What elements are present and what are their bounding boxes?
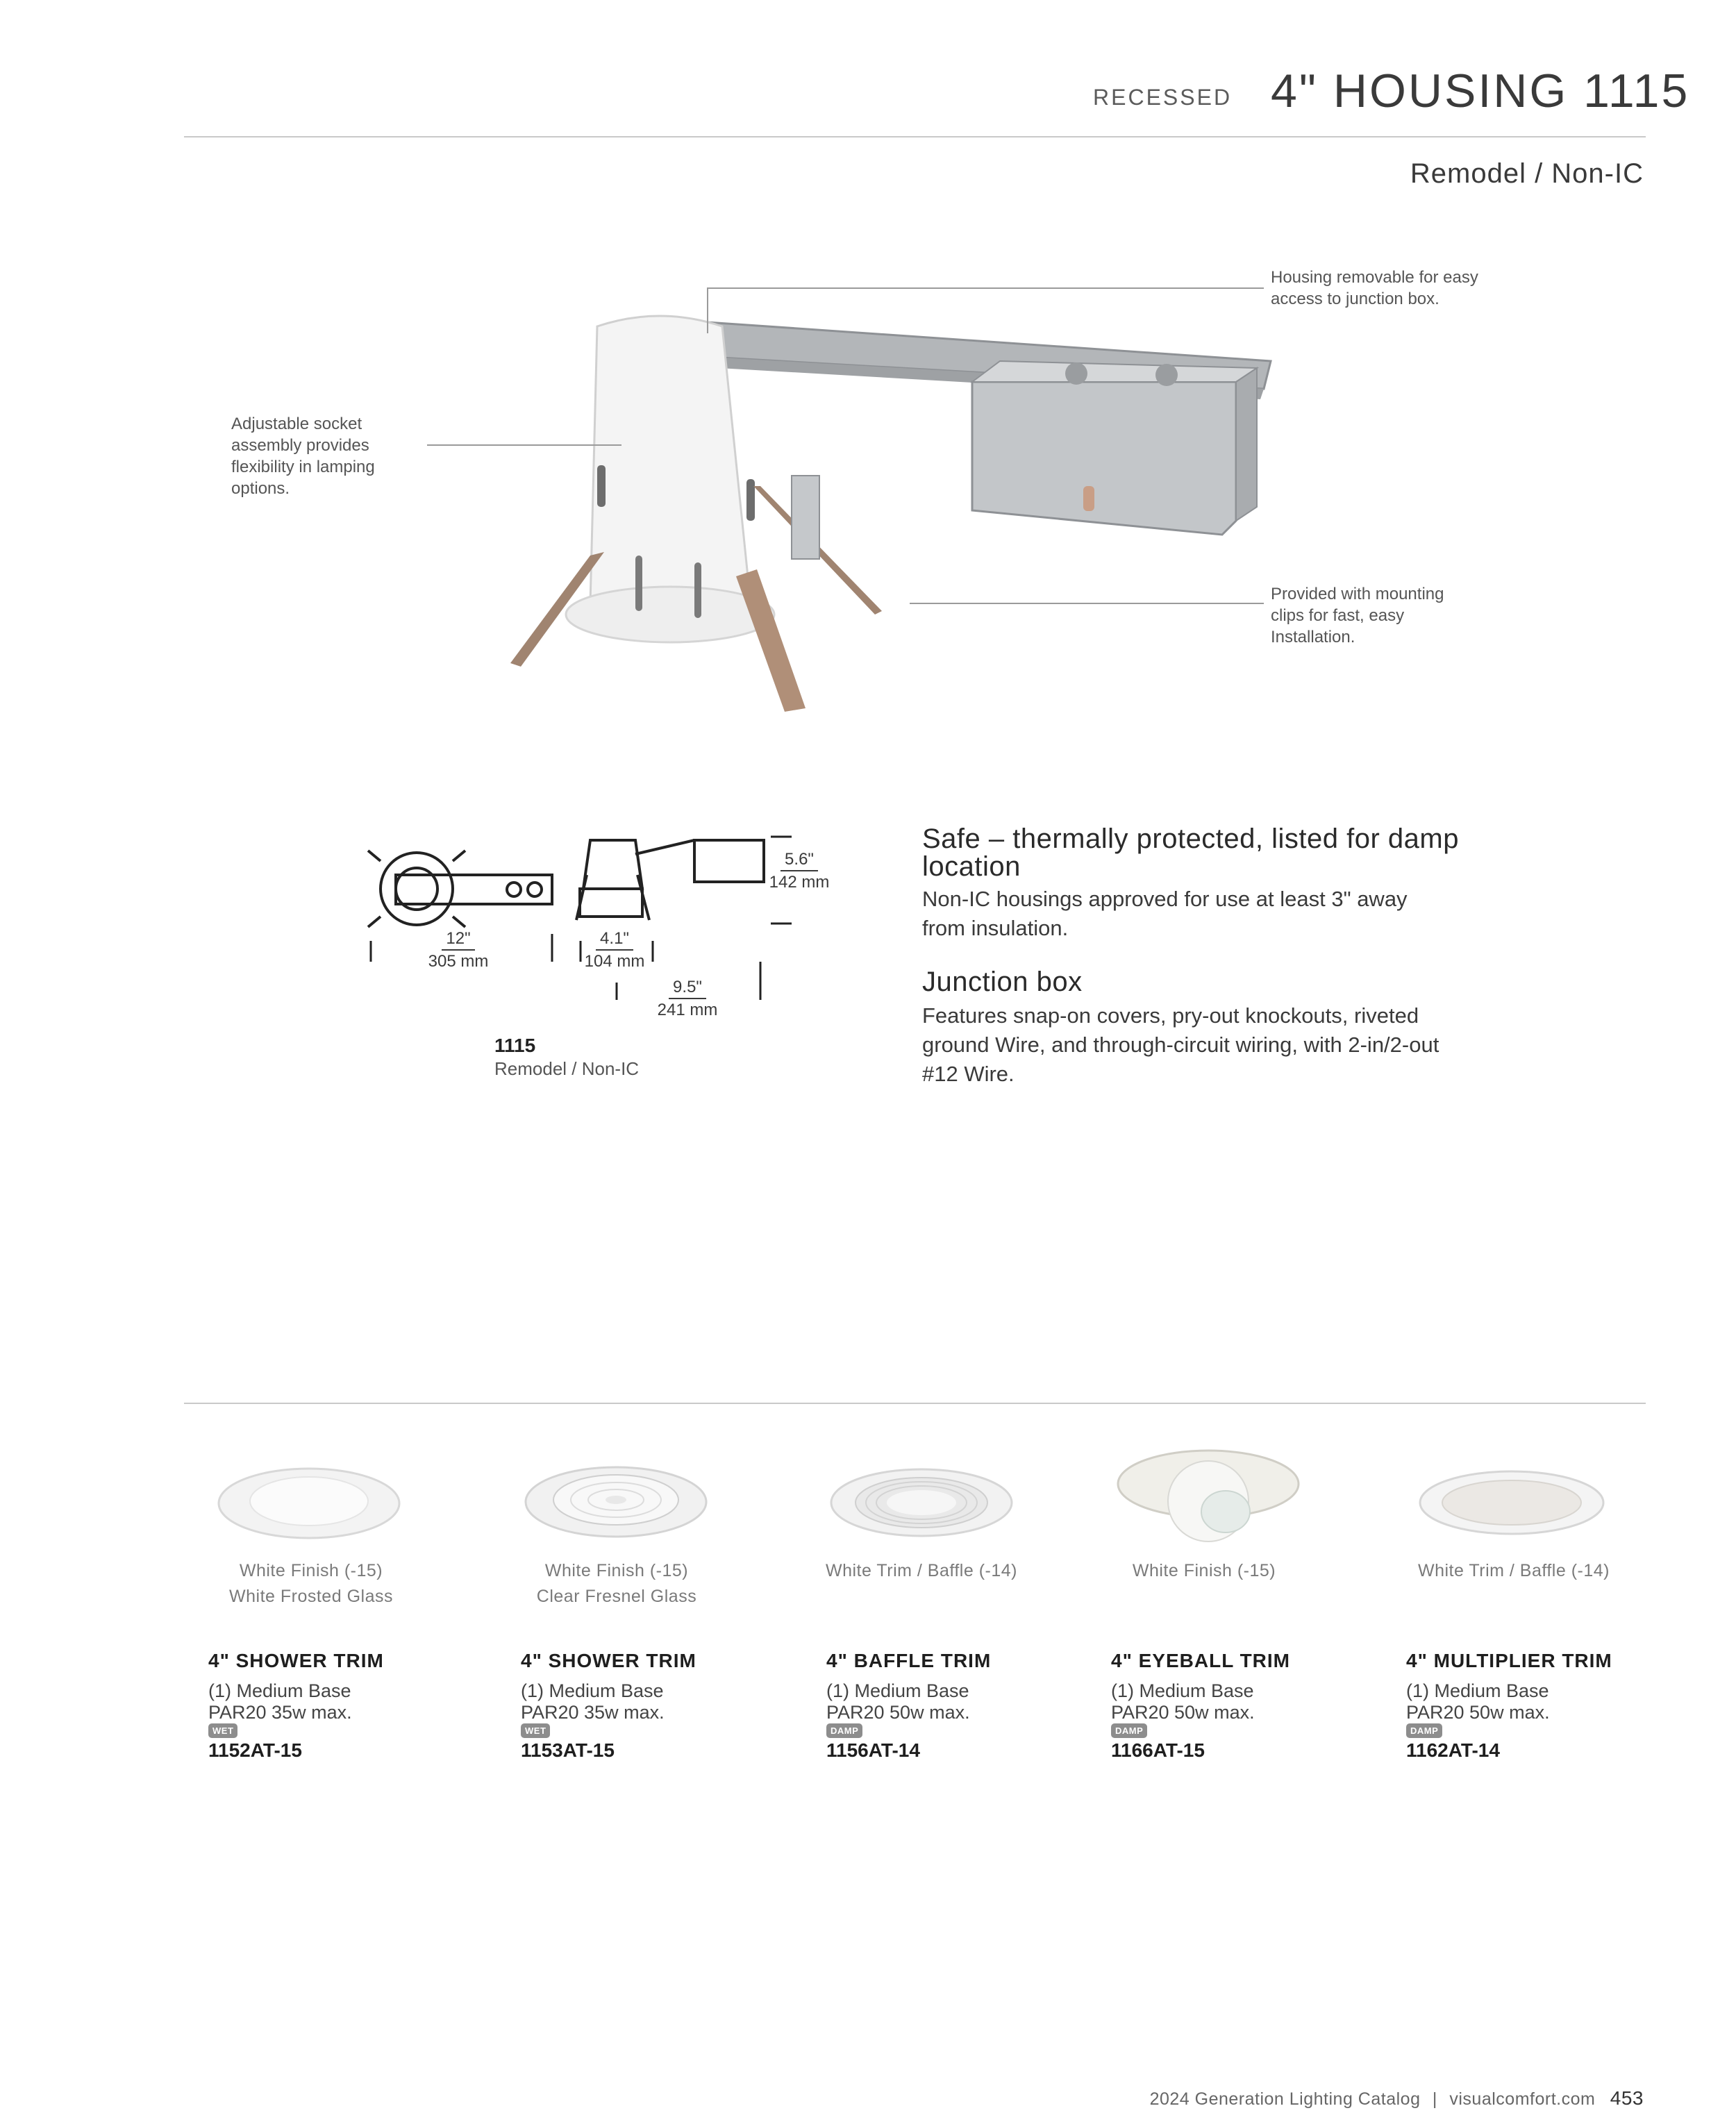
- trim-3-badge: DAMP: [826, 1723, 862, 1738]
- trim-1-details: [208, 1650, 384, 1762]
- trim-5-details: [1406, 1650, 1612, 1762]
- housing-product-image: [486, 278, 1285, 722]
- feature-heading-junction: Junction box: [922, 967, 1083, 997]
- trim-1-name: 4" SHOWER TRIM: [208, 1650, 384, 1671]
- trim-1-finish-1: White Finish (-15): [239, 1561, 383, 1580]
- trim-3-finish: [783, 1558, 1060, 1584]
- dim-length-mm: 305 mm: [428, 952, 489, 971]
- trim-5-badge: DAMP: [1406, 1723, 1442, 1738]
- trim-2-finish: [478, 1558, 756, 1610]
- footer-separator: |: [1432, 2089, 1437, 2109]
- dim-aperture-in: 4.1": [596, 928, 633, 951]
- features-block: [922, 825, 1492, 1089]
- feature-heading-safe: Safe – thermally protected, listed for damp location: [922, 824, 1459, 882]
- model-number: 1115: [494, 1035, 536, 1056]
- callout-line-left: [427, 444, 621, 446]
- page-subtitle: Remodel / Non-IC: [1410, 158, 1644, 189]
- page-number: 453: [1610, 2087, 1644, 2109]
- callout-line-top: [707, 287, 1264, 289]
- dim-aperture: [576, 928, 653, 972]
- dim-height-mm: 142 mm: [769, 873, 830, 892]
- callout-line-top-drop: [707, 287, 708, 333]
- feature-body-junction: Features snap-on covers, pry-out knockouts, riveted ground Wire, and through-circuit wiring, with 2-in/2-out #12 Wire.: [922, 1003, 1439, 1086]
- trim-5-name: 4" MULTIPLIER TRIM: [1406, 1650, 1612, 1671]
- trim-3-spec-1: (1) Medium Base: [826, 1680, 969, 1701]
- dim-side: [646, 976, 729, 1021]
- model-description: Remodel / Non-IC: [494, 1058, 640, 1079]
- trim-image-3: [828, 1467, 1015, 1539]
- dim-height: [761, 849, 837, 893]
- trim-3-details: [826, 1650, 991, 1762]
- trim-1-badge: WET: [208, 1723, 237, 1738]
- dim-height-in: 5.6": [781, 849, 818, 871]
- page-title: 4" HOUSING 1115: [1271, 65, 1690, 117]
- trim-2-badge: WET: [521, 1723, 550, 1738]
- footer-catalog: 2024 Generation Lighting Catalog: [1149, 2089, 1421, 2109]
- trim-1-finish: [172, 1558, 450, 1610]
- trim-image-2: [522, 1464, 710, 1540]
- trims-divider: [184, 1403, 1646, 1404]
- trim-5-spec-1: (1) Medium Base: [1406, 1680, 1549, 1701]
- dim-aperture-mm: 104 mm: [584, 952, 645, 971]
- dim-side-mm: 241 mm: [657, 1001, 718, 1019]
- page-footer: [1150, 2087, 1644, 2110]
- trim-4-badge: DAMP: [1111, 1723, 1147, 1738]
- feature-body-safe: Non-IC housings approved for use at least 3" away from insulation.: [922, 887, 1408, 940]
- trim-1-spec-2: PAR20 35w max.: [208, 1702, 352, 1723]
- trim-2-spec-1: (1) Medium Base: [521, 1680, 664, 1701]
- trim-4-sku: 1166AT-15: [1111, 1739, 1205, 1761]
- footer-website[interactable]: visualcomfort.com: [1449, 2089, 1596, 2109]
- trim-3-sku: 1156AT-14: [826, 1739, 920, 1761]
- trim-image-4: [1115, 1446, 1302, 1543]
- trim-2-sku: 1153AT-15: [521, 1739, 615, 1761]
- callout-adjustable-socket: Adjustable socket assembly provides flexibility in lamping options.: [231, 415, 375, 498]
- trim-1-spec-1: (1) Medium Base: [208, 1680, 351, 1701]
- section-label: RECESSED: [1093, 85, 1233, 110]
- dimension-diagram: [361, 826, 819, 1014]
- callout-housing-removable: Housing removable for easy access to junction box.: [1271, 268, 1478, 308]
- trim-2-spec-2: PAR20 35w max.: [521, 1702, 665, 1723]
- trim-1-sku: 1152AT-15: [208, 1739, 302, 1761]
- trim-4-spec-1: (1) Medium Base: [1111, 1680, 1254, 1701]
- dim-side-in: 9.5": [669, 976, 706, 999]
- trim-5-finish: [1375, 1558, 1653, 1584]
- trim-2-finish-2: Clear Fresnel Glass: [536, 1587, 697, 1606]
- trim-1-finish-2: White Frosted Glass: [229, 1587, 393, 1606]
- header-divider: [184, 136, 1646, 137]
- trim-4-finish: [1065, 1558, 1343, 1584]
- trim-2-finish-1: White Finish (-15): [544, 1561, 689, 1580]
- callout-mounting-clips: Provided with mounting clips for fast, easy Installation.: [1271, 585, 1444, 646]
- dim-length-in: 12": [442, 928, 474, 951]
- trim-5-sku: 1162AT-14: [1406, 1739, 1500, 1761]
- trim-3-spec-2: PAR20 50w max.: [826, 1702, 970, 1723]
- trim-2-name: 4" SHOWER TRIM: [521, 1650, 696, 1671]
- trim-image-5: [1417, 1468, 1608, 1537]
- trim-5-finish-1: White Trim / Baffle (-14): [1418, 1561, 1610, 1580]
- trim-4-details: [1111, 1650, 1290, 1762]
- trim-3-name: 4" BAFFLE TRIM: [826, 1650, 992, 1671]
- trim-4-name: 4" EYEBALL TRIM: [1111, 1650, 1291, 1671]
- trim-5-spec-2: PAR20 50w max.: [1406, 1702, 1550, 1723]
- trim-4-spec-2: PAR20 50w max.: [1111, 1702, 1255, 1723]
- trim-2-details: [521, 1650, 696, 1762]
- dim-length: [417, 928, 500, 972]
- callout-line-bottom: [910, 603, 1264, 604]
- trim-image-1: [215, 1465, 403, 1542]
- trim-4-finish-1: White Finish (-15): [1132, 1561, 1276, 1580]
- trim-3-finish-1: White Trim / Baffle (-14): [826, 1561, 1017, 1580]
